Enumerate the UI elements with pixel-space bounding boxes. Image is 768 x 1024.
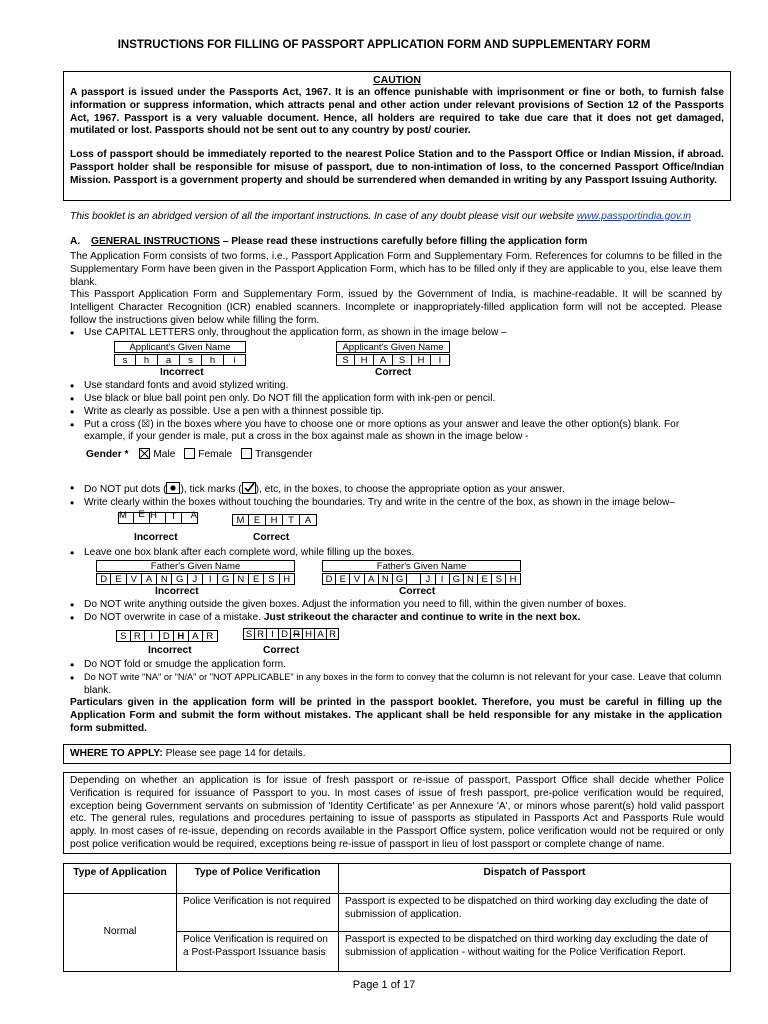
letter-box: I — [145, 630, 160, 642]
letter-box: A — [315, 628, 327, 640]
letter-box: R — [255, 628, 267, 640]
where-to-apply-box — [63, 744, 731, 764]
letter-box-overwritten: H — [174, 630, 189, 642]
caption-correct: Correct — [399, 586, 436, 597]
letter-box-struck: R — [291, 628, 303, 640]
abridged-note — [70, 211, 691, 224]
instruction-no-dots — [70, 482, 722, 497]
dispatch-cell: Passport is expected to be dispatched on third working day excluding the date of submission of application - without waiting for the Police Verification Report. — [339, 932, 731, 972]
letter-box: M — [118, 512, 134, 524]
caption-incorrect: Incorrect — [155, 586, 199, 597]
caution-heading: CAUTION — [373, 74, 421, 86]
section-a-title: GENERAL INSTRUCTIONS — [91, 236, 220, 247]
letter-box: D — [96, 573, 111, 585]
letter-box: N — [464, 573, 478, 585]
letter-box: V — [350, 573, 364, 585]
gender-label: Gender * — [86, 449, 129, 460]
where-text: Please see page 14 for details. — [162, 748, 306, 759]
letter-box: H — [280, 573, 295, 585]
caption-incorrect: Incorrect — [148, 645, 192, 656]
given-name-boxes-incorrect — [114, 354, 246, 366]
caption-correct: Correct — [253, 532, 290, 543]
letter-box: J — [188, 573, 203, 585]
given-name-label-incorrect: Applicant's Given Name — [114, 341, 246, 353]
instruction-no-overwrite — [70, 612, 722, 625]
tick-box-icon — [242, 482, 256, 494]
letter-box: S — [492, 573, 506, 585]
letter-box: N — [234, 573, 249, 585]
caption-incorrect: Incorrect — [134, 532, 178, 543]
header-dispatch: Dispatch of Passport — [339, 864, 731, 894]
father-name-boxes-correct — [322, 573, 521, 585]
caution-paragraph-2: Loss of passport should be immediately reported to the nearest Police Station and to the Passport Office or Indian Mission, if abroad. Passport holder shall be responsible for misuse of passport, due to non-intimation of loss, to the concerned Passport Office/Indian Mission. Passport is a government property and should be surrendered when demanded in writing by any Passport Issuing Authority. — [70, 149, 724, 186]
male-checkbox-crossed — [139, 448, 150, 459]
letter-box: G — [218, 573, 233, 585]
letter-box: G — [450, 573, 464, 585]
instruction-standard-fonts: • Use standard fonts and avoid stylized writing. — [70, 380, 722, 393]
intro-paragraph-1: The Application Form consists of two forms, i.e., Passport Application Form and Supplementary Form. References for columns to be filled in the Supplementary Form have been given in the Passport Application Form, which has to be filled only if they are applicable to you, else leave them blank. — [70, 251, 722, 288]
letter-box: H — [355, 354, 374, 366]
letter-box: H — [150, 512, 166, 524]
given-name-label-correct: Applicant's Given Name — [336, 341, 450, 353]
letter-box: s — [114, 354, 136, 366]
mehta-boxes-incorrect — [118, 509, 198, 524]
no-dots-text-1: Do NOT put dots ( — [84, 484, 167, 495]
father-name-label-correct: Father's Given Name — [322, 560, 521, 572]
header-application-type: Type of Application — [64, 864, 177, 894]
application-type-cell: Normal — [64, 894, 177, 972]
instruction-within-boxes: • Write clearly within the boxes without touching the boundaries. Try and write in the centre of the box, as shown in the image below– — [70, 497, 722, 510]
letter-box: T — [166, 512, 182, 524]
letter-box: E — [249, 573, 264, 585]
instruction-ball-point-pen: • Use black or blue ball point pen only. Do NOT fill the application form with ink-pen or pencil. — [70, 393, 722, 406]
letter-box: E — [134, 512, 150, 524]
female-checkbox — [184, 448, 195, 459]
table-header-row — [64, 864, 731, 894]
no-na-text: Do NOT write "NA" or "N/A" or "NOT APPLICABLE" in any boxes in the form to convey that the — [84, 671, 469, 682]
letter-box: H — [303, 628, 315, 640]
letter-box: A — [374, 354, 393, 366]
father-name-boxes-incorrect — [96, 573, 295, 585]
where-label: WHERE TO APPLY: — [70, 748, 163, 759]
no-dots-text-3: ), etc, in the boxes, to choose the appropriate option as your answer. — [255, 484, 565, 495]
letter-box-blank — [407, 573, 421, 585]
letter-box: I — [436, 573, 450, 585]
letter-box: a — [158, 354, 180, 366]
letter-box: R — [203, 630, 218, 642]
letter-box: E — [249, 514, 266, 526]
letter-box: A — [182, 512, 198, 524]
verification-cell: Police Verification is not required — [177, 894, 339, 932]
letter-box: D — [160, 630, 175, 642]
instruction-write-clearly: • Write as clearly as possible. Use a pen with a thinnest possible tip. — [70, 406, 722, 419]
letter-box: N — [157, 573, 172, 585]
letter-box: N — [379, 573, 393, 585]
letter-box: M — [232, 514, 249, 526]
letter-box: T — [283, 514, 300, 526]
instruction-no-na — [70, 672, 722, 698]
transgender-checkbox — [241, 448, 252, 459]
letter-box: R — [131, 630, 146, 642]
dispatch-table — [63, 863, 731, 972]
letter-box: J — [421, 573, 435, 585]
sridhar-boxes-correct — [243, 628, 339, 640]
letter-box: E — [336, 573, 350, 585]
section-a-heading — [70, 236, 587, 249]
letter-box: h — [202, 354, 224, 366]
letter-box: S — [264, 573, 279, 585]
letter-box: H — [266, 514, 283, 526]
instruction-outside-boxes: • Do NOT write anything outside the given boxes. Adjust the information you need to fill, within the given number of boxes. — [70, 599, 722, 612]
letter-box: R — [327, 628, 339, 640]
section-a-label: A. — [70, 236, 81, 247]
letter-box: G — [172, 573, 187, 585]
letter-box: G — [393, 573, 407, 585]
table-row — [64, 894, 731, 932]
instruction-list-3 — [70, 482, 722, 510]
instruction-leave-blank-box: • Leave one box blank after each complete word, while filling up the boxes. — [70, 547, 722, 560]
no-na-text-2: column is not relevant for your case. Leave that column blank. — [84, 671, 722, 696]
page-number: Page 1 of 17 — [352, 979, 416, 991]
instruction-no-fold: • Do NOT fold or smudge the application form. — [70, 659, 722, 672]
letter-box: S — [393, 354, 412, 366]
letter-box: D — [279, 628, 291, 640]
letter-box: V — [127, 573, 142, 585]
letter-box: S — [336, 354, 355, 366]
instruction-list-4 — [70, 547, 722, 560]
caution-paragraph-1: A passport is issued under the Passports Act, 1967. It is an offence punishable with imprisonment or fine or both, to furnish false information or suppress information, which attracts penal and other action under relevant provisions of Section 12 of the Passports Act, 1967. Passport is a very valuable document. Hence, all holders are required to take due care that it does not get damaged, mutilated or lost. Passports should not be sent out to any country by post/ courier. — [70, 87, 724, 137]
letter-box: A — [142, 573, 157, 585]
intro-paragraph-2: This Passport Application Form and Supplementary Form, issued by the Government of India, is machine-readable. It will be scanned by Intelligent Character Recognition (ICR) enabled scanners. Incomplete or inappropriately-filled application form will not be accepted. Please follow the instructions given below while filling the form. — [70, 289, 722, 326]
letter-box: S — [116, 630, 131, 642]
letter-box: s — [180, 354, 202, 366]
instruction-put-cross: • Put a cross (☒) in the boxes where you have to choose one or more options as your answer and leave the other option(s) blank. For example, if your gender is male, put a cross in the box against male as shown in the image below - — [70, 419, 722, 445]
closing-paragraph: Particulars given in the application form will be printed in the passport booklet. Therefore, you must be careful in filling up the Application Form and submit the form without mistakes. The applicant shall be held responsible for any mistake in the application form submitted. — [70, 697, 722, 734]
letter-box: h — [136, 354, 158, 366]
instruction-list-1 — [70, 327, 722, 340]
dispatch-cell: Passport is expected to be dispatched on third working day excluding the date of submission of application. — [339, 894, 731, 932]
police-verification-box: Depending on whether an application is for issue of fresh passport or re-issue of passport, Passport Office shall decide whether Police Verification is required for issuance of Passport to you. In most cases of issue of fresh passport, pre-police verification would be required, exception being Government servants on submission of 'Identity Certificate' as per Annexure 'A', or minors whose parent(s) hold valid passport etc. The general rules, regulations and procedures pertaining to issue of passports as stipulated in Passports Act and Passports Rule would apply. In most cases of re-issue, depending on records available in the Passport Office system, police verification would not be required or only post police verification would be required, exceptions being re-issue of passport in lieu of lost passport or complete change of name. — [63, 772, 731, 854]
sridhar-boxes-incorrect — [116, 630, 218, 642]
father-name-label-incorrect: Father's Given Name — [96, 560, 295, 572]
section-a-subtitle: – Please read these instructions carefully before filling the application form — [222, 236, 588, 247]
letter-box: A — [365, 573, 379, 585]
mehta-boxes-correct — [232, 514, 317, 526]
caption-correct: Correct — [263, 645, 300, 656]
letter-box: H — [506, 573, 520, 585]
letter-box: H — [412, 354, 431, 366]
letter-box: I — [431, 354, 450, 366]
given-name-boxes-correct — [336, 354, 450, 366]
caption-correct: Correct — [375, 367, 412, 378]
gender-option-transgender: Transgender — [255, 449, 313, 460]
caution-box — [63, 71, 731, 201]
gender-option-male: Male — [153, 449, 176, 460]
website-link[interactable]: www.passportindia.gov.in — [576, 211, 692, 222]
gender-option-female: Female — [198, 449, 233, 460]
instruction-list-2 — [70, 380, 722, 444]
instruction-capital-letters: • Use CAPITAL LETTERS only, throughout the application form, as shown in the image below – — [70, 327, 722, 340]
instruction-list-5 — [70, 599, 722, 625]
letter-box: A — [300, 514, 317, 526]
letter-box: I — [203, 573, 218, 585]
page-title: INSTRUCTIONS FOR FILLING OF PASSPORT APPLICATION FORM AND SUPPLEMENTARY FORM — [117, 39, 651, 51]
verification-cell: Police Verification is required on a Post-Passport Issuance basis — [177, 932, 339, 972]
strikeout-text: Just strikeout the character and continue to write in the next box. — [263, 611, 581, 623]
letter-box: A — [189, 630, 204, 642]
letter-box: i — [224, 354, 246, 366]
caption-incorrect: Incorrect — [160, 367, 204, 378]
abridged-text: This booklet is an abridged version of all the important instructions. In case of any doubt please visit our website — [70, 211, 577, 222]
instruction-list-6 — [70, 659, 722, 698]
no-dots-text-2: ), tick marks ( — [180, 484, 242, 495]
header-verification-type: Type of Police Verification — [177, 864, 339, 894]
letter-box: E — [111, 573, 126, 585]
dot-box-icon — [166, 482, 180, 494]
letter-box: D — [322, 573, 336, 585]
gender-example — [86, 448, 312, 462]
letter-box: E — [478, 573, 492, 585]
letter-box: S — [243, 628, 255, 640]
letter-box: I — [267, 628, 279, 640]
no-overwrite-text: Do NOT overwrite in case of a mistake. — [84, 611, 264, 623]
